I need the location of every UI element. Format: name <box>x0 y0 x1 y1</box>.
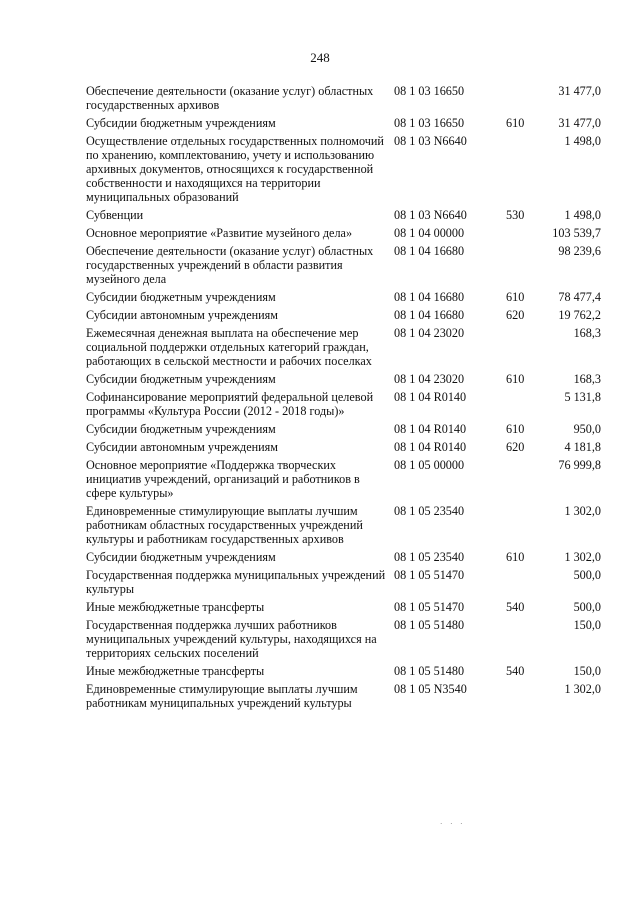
table-row <box>86 568 601 596</box>
row-expense-type: 610 <box>506 372 525 386</box>
row-name: Единовременные стимулирующие выплаты лучшим работникам областных государственных учреждений культуры и работникам государственных архивов <box>86 504 363 546</box>
row-name: Субсидии бюджетным учреждениям <box>86 290 276 304</box>
table-row <box>86 116 601 130</box>
row-expense-type: 610 <box>506 290 525 304</box>
table-row <box>86 308 601 322</box>
row-amount: 5 131,8 <box>564 390 601 404</box>
table-row <box>86 290 601 304</box>
row-name: Иные межбюджетные трансферты <box>86 600 265 614</box>
row-amount: 76 999,8 <box>558 458 601 472</box>
row-name: Основное мероприятие «Поддержка творческих инициатив учреждений, организаций и работников в сфере культуры» <box>86 458 360 500</box>
row-amount: 78 477,4 <box>558 290 601 304</box>
table-row <box>86 600 601 614</box>
budget-table <box>86 84 601 714</box>
row-code: 08 1 05 23540 <box>394 504 465 518</box>
row-amount: 150,0 <box>573 618 601 632</box>
row-name: Субсидии бюджетным учреждениям <box>86 372 276 386</box>
row-amount: 31 477,0 <box>558 84 601 98</box>
row-code: 08 1 03 16650 <box>394 116 465 130</box>
row-amount: 103 539,7 <box>552 226 601 240</box>
row-name: Иные межбюджетные трансферты <box>86 664 265 678</box>
row-expense-type: 620 <box>506 308 525 322</box>
row-expense-type <box>502 134 542 204</box>
row-code: 08 1 04 16680 <box>394 244 465 258</box>
row-expense-type <box>502 244 542 286</box>
row-code: 08 1 05 51480 <box>394 664 465 678</box>
row-expense-type <box>502 504 542 546</box>
row-code: 08 1 04 00000 <box>394 226 465 240</box>
row-amount: 4 181,8 <box>564 440 601 454</box>
row-code: 08 1 05 51470 <box>394 600 465 614</box>
table-row <box>86 390 601 418</box>
row-code: 08 1 04 R0140 <box>394 390 467 404</box>
row-name: Обеспечение деятельности (оказание услуг) областных государственных учреждений в области развития музейного дела <box>86 244 374 286</box>
row-amount: 1 498,0 <box>564 134 601 148</box>
table-row <box>86 134 601 204</box>
row-code: 08 1 03 16650 <box>394 84 465 98</box>
row-code: 08 1 04 R0140 <box>394 422 467 436</box>
row-code: 08 1 03 N6640 <box>394 134 467 148</box>
row-name: Софинансирование мероприятий федеральной целевой программы «Культура России (2012 - 2018 годы)» <box>86 390 374 418</box>
row-amount: 98 239,6 <box>558 244 601 258</box>
table-row <box>86 244 601 286</box>
row-expense-type <box>502 618 542 660</box>
row-name: Осуществление отдельных государственных полномочий по хранению, комплектованию, учету и использованию архивных документов, относящихся к государственной собственности и находящихся на территории муниципальных образований <box>86 134 384 204</box>
row-expense-type: 540 <box>506 664 525 678</box>
row-amount: 1 498,0 <box>564 208 601 222</box>
row-amount: 31 477,0 <box>558 116 601 130</box>
row-amount: 1 302,0 <box>564 504 601 518</box>
row-code: 08 1 04 23020 <box>394 326 465 340</box>
table-row <box>86 550 601 564</box>
row-expense-type: 530 <box>506 208 525 222</box>
table-row <box>86 458 601 500</box>
row-code: 08 1 03 N6640 <box>394 208 467 222</box>
table-row <box>86 682 601 710</box>
row-amount: 500,0 <box>573 600 601 614</box>
row-code: 08 1 05 51480 <box>394 618 465 632</box>
row-name: Субсидии автономным учреждениям <box>86 308 278 322</box>
row-name: Субвенции <box>86 208 144 222</box>
row-expense-type <box>502 682 542 710</box>
table-row <box>86 372 601 386</box>
row-name: Субсидии автономным учреждениям <box>86 440 278 454</box>
row-expense-type: 610 <box>506 116 525 130</box>
row-name: Ежемесячная денежная выплата на обеспечение мер социальной поддержки отдельных категорий граждан, работающих в сельской местности и рабочих поселках <box>86 326 372 368</box>
row-code: 08 1 04 16680 <box>394 290 465 304</box>
row-amount: 150,0 <box>573 664 601 678</box>
row-code: 08 1 05 00000 <box>394 458 465 472</box>
table-row <box>86 208 601 222</box>
row-amount: 1 302,0 <box>564 550 601 564</box>
row-expense-type <box>502 84 542 112</box>
row-expense-type <box>502 568 542 596</box>
row-code: 08 1 04 23020 <box>394 372 465 386</box>
row-expense-type: 610 <box>506 422 525 436</box>
row-amount: 1 302,0 <box>564 682 601 696</box>
row-expense-type <box>502 226 542 240</box>
row-expense-type <box>502 458 542 500</box>
row-amount: 168,3 <box>573 372 601 386</box>
row-amount: 500,0 <box>573 568 601 582</box>
row-name: Государственная поддержка муниципальных учреждений культуры <box>86 568 386 596</box>
row-code: 08 1 05 23540 <box>394 550 465 564</box>
table-row <box>86 326 601 368</box>
table-row <box>86 422 601 436</box>
row-expense-type: 540 <box>506 600 525 614</box>
table-row <box>86 504 601 546</box>
row-expense-type: 620 <box>506 440 525 454</box>
row-name: Субсидии бюджетным учреждениям <box>86 116 276 130</box>
row-code: 08 1 05 N3540 <box>394 682 467 696</box>
row-amount: 950,0 <box>573 422 601 436</box>
row-expense-type <box>502 390 542 418</box>
table-row <box>86 226 601 240</box>
scan-artifact: · · · <box>440 820 466 828</box>
page-number: 248 <box>310 50 330 65</box>
row-name: Единовременные стимулирующие выплаты лучшим работникам муниципальных учреждений культуры <box>86 682 358 710</box>
row-name: Обеспечение деятельности (оказание услуг) областных государственных архивов <box>86 84 374 112</box>
row-expense-type <box>502 326 542 368</box>
table-row <box>86 440 601 454</box>
row-amount: 168,3 <box>573 326 601 340</box>
row-code: 08 1 04 16680 <box>394 308 465 322</box>
table-row <box>86 618 601 660</box>
row-name: Субсидии бюджетным учреждениям <box>86 550 276 564</box>
table-row <box>86 664 601 678</box>
row-name: Государственная поддержка лучших работников муниципальных учреждений культуры, находящихся на территориях сельских поселений <box>86 618 377 660</box>
row-expense-type: 610 <box>506 550 525 564</box>
row-code: 08 1 05 51470 <box>394 568 465 582</box>
row-code: 08 1 04 R0140 <box>394 440 467 454</box>
row-amount: 19 762,2 <box>558 308 601 322</box>
row-name: Субсидии бюджетным учреждениям <box>86 422 276 436</box>
table-row <box>86 84 601 112</box>
row-name: Основное мероприятие «Развитие музейного дела» <box>86 226 353 240</box>
